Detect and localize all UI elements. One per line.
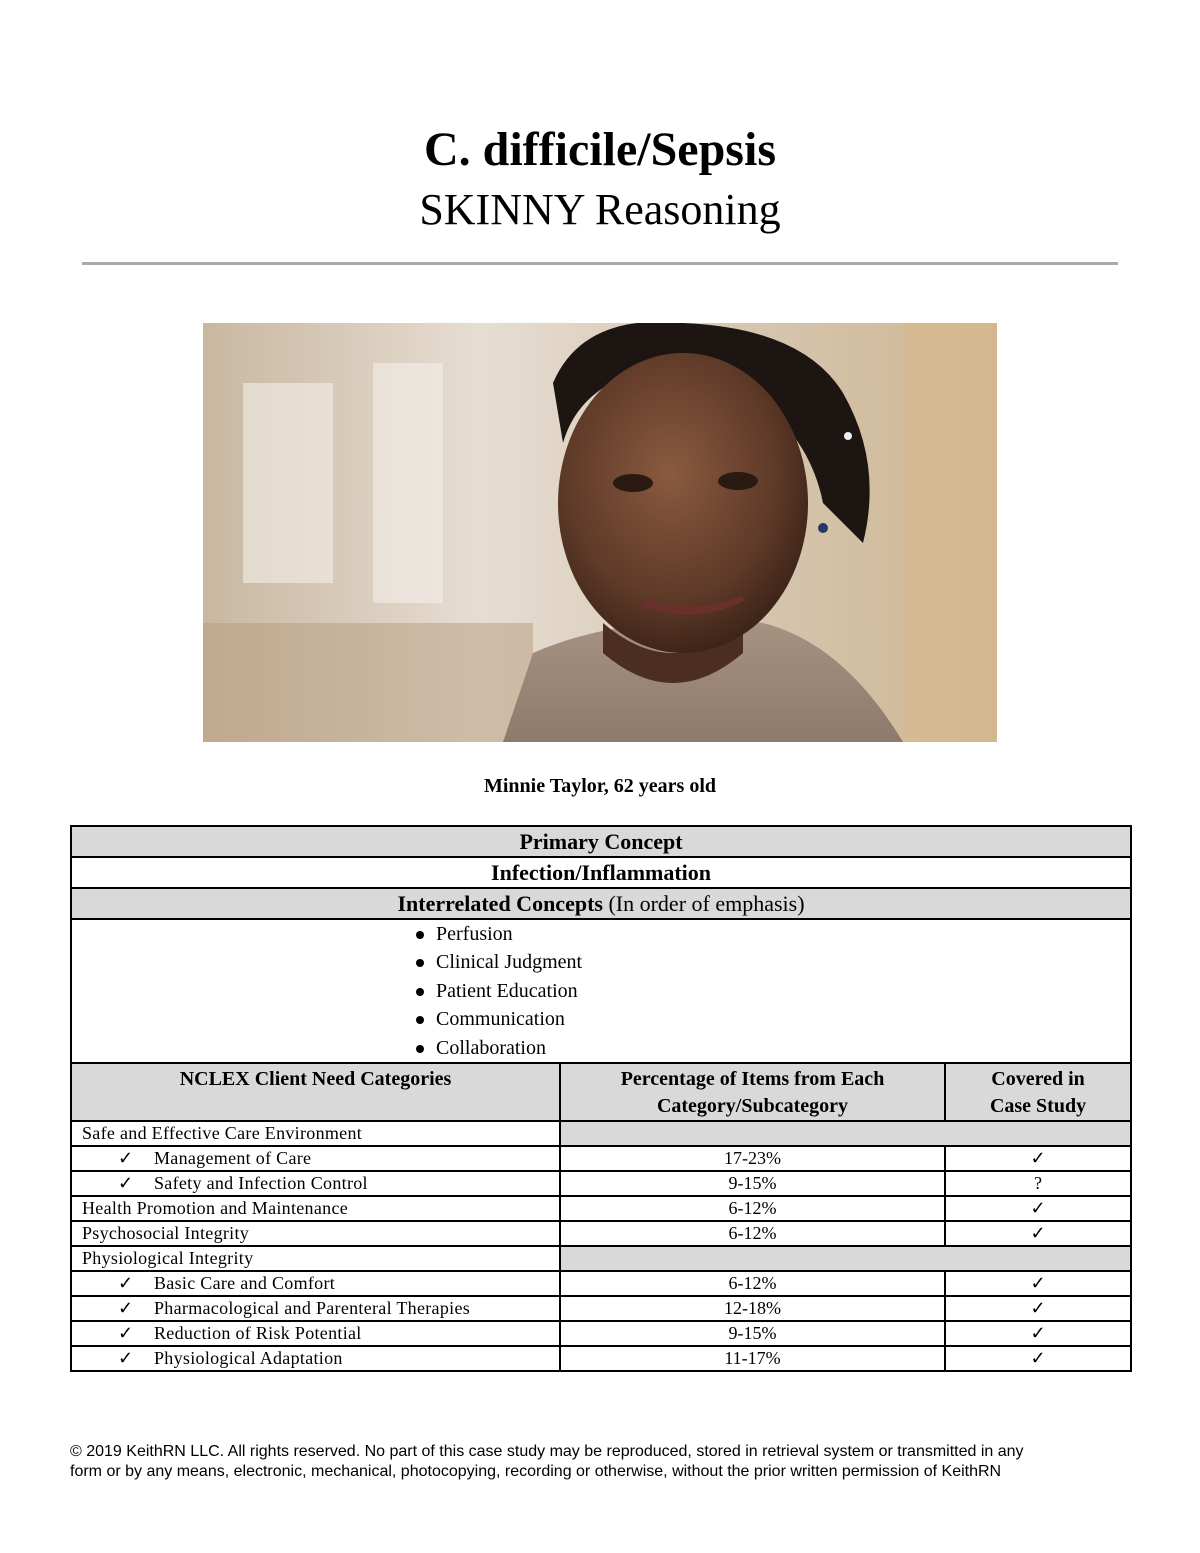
patient-caption: Minnie Taylor, 62 years old: [483, 775, 717, 797]
covered-checkmark-icon: ✓: [945, 1346, 1131, 1371]
covered-question-mark: ?: [945, 1171, 1131, 1196]
covered-header: Covered in Case Study: [945, 1063, 1131, 1121]
table-row: Physiological Integrity: [71, 1246, 1131, 1271]
table-row: Health Promotion and Maintenance 6-12% ✓: [71, 1196, 1131, 1221]
copyright-line-2: form or by any means, electronic, mechanical, photocopying, recording or otherwise, without the prior written permission of KeithRN: [70, 1463, 1002, 1480]
covered-checkmark-icon: ✓: [945, 1196, 1131, 1221]
checkmark-icon: ✓: [118, 1148, 134, 1169]
table-row: ✓ Pharmacological and Parenteral Therapies 12-18% ✓: [71, 1296, 1131, 1321]
table-row: ✓ Basic Care and Comfort 6-12% ✓: [71, 1271, 1131, 1296]
title-divider: [82, 262, 1118, 265]
checkmark-icon: ✓: [118, 1273, 134, 1294]
checkmark-icon: ✓: [118, 1173, 134, 1194]
interrelated-concepts-header: [71, 888, 1131, 919]
interrelated-concepts-list: [72, 920, 1130, 1062]
bullet-icon: [416, 1016, 424, 1024]
concepts-table: [70, 825, 1132, 1372]
copyright-line-1: © 2019 KeithRN LLC. All rights reserved. No part of this case study may be reproduced, stored in retrieval system or transmitted in any: [70, 1443, 1024, 1460]
list-item: Communication: [436, 1005, 1130, 1033]
bullet-icon: [416, 931, 424, 939]
checkmark-icon: ✓: [118, 1323, 134, 1344]
checkmark-icon: ✓: [118, 1348, 134, 1369]
table-row: ✓ Safety and Infection Control 9-15% ?: [71, 1171, 1131, 1196]
list-item: Patient Education: [436, 977, 1130, 1005]
interrelated-concepts-list-cell: [71, 919, 1131, 1063]
interrelated-concepts-note: (In order of emphasis): [608, 890, 805, 916]
interrelated-concepts-label: Interrelated Concepts: [397, 890, 603, 916]
covered-checkmark-icon: ✓: [945, 1146, 1131, 1171]
list-item: Collaboration: [436, 1034, 1130, 1062]
table-row: ✓ Reduction of Risk Potential 9-15% ✓: [71, 1321, 1131, 1346]
covered-checkmark-icon: ✓: [945, 1321, 1131, 1346]
primary-concept-value: Infection/Inflammation: [71, 857, 1131, 888]
covered-checkmark-icon: ✓: [945, 1296, 1131, 1321]
table-row: Psychosocial Integrity 6-12% ✓: [71, 1221, 1131, 1246]
patient-portrait-photo: [203, 323, 997, 742]
nclex-category-header: NCLEX Client Need Categories: [71, 1063, 560, 1121]
percentage-header: Percentage of Items from Each Category/Subcategory: [560, 1063, 945, 1121]
page-subtitle: SKINNY Reasoning: [419, 185, 781, 234]
covered-checkmark-icon: ✓: [945, 1271, 1131, 1296]
checkmark-icon: ✓: [118, 1298, 134, 1319]
bullet-icon: [416, 988, 424, 996]
copyright-footer: [70, 1442, 1140, 1482]
list-item: Perfusion: [436, 920, 1130, 948]
list-item: Clinical Judgment: [436, 948, 1130, 976]
primary-concept-label: Primary Concept: [71, 826, 1131, 857]
table-row: Safe and Effective Care Environment: [71, 1121, 1131, 1146]
covered-checkmark-icon: ✓: [945, 1221, 1131, 1246]
table-row: ✓ Management of Care 17-23% ✓: [71, 1146, 1131, 1171]
bullet-icon: [416, 1045, 424, 1053]
bullet-icon: [416, 959, 424, 967]
table-row: ✓ Physiological Adaptation 11-17% ✓: [71, 1346, 1131, 1371]
page-title: C. difficile/Sepsis: [423, 123, 776, 176]
